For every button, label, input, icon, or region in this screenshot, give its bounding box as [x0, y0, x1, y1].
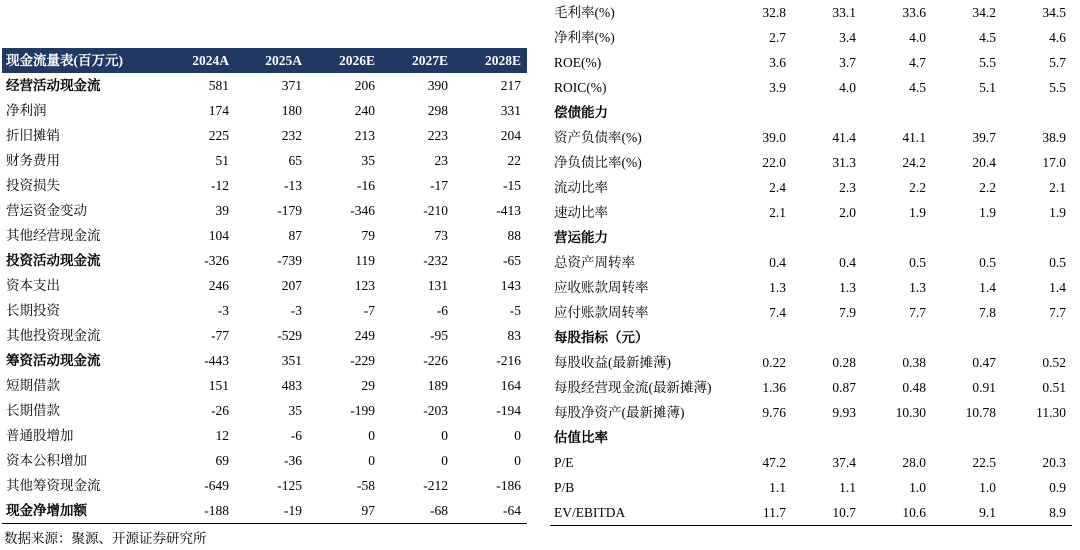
table-row — [2, 423, 527, 448]
row-label: 其他投资现金流 — [6, 328, 101, 343]
table-row — [550, 25, 1072, 50]
table-cell — [792, 100, 862, 125]
table-cell: 34.2 — [972, 5, 996, 20]
table-cell: 39 — [215, 203, 229, 218]
table-cell — [792, 225, 862, 250]
row-label: 普通股增加 — [6, 428, 74, 443]
table-cell: -203 — [423, 403, 448, 418]
row-label: 营运资金变动 — [6, 203, 87, 218]
table-cell: 38.9 — [1042, 130, 1066, 145]
table-cell: -16 — [357, 178, 375, 193]
table-cell: 1.9 — [979, 205, 996, 220]
table-row — [550, 275, 1072, 300]
table-header-row — [2, 48, 527, 73]
table-cell: 11.30 — [1036, 405, 1066, 420]
table-row — [550, 475, 1072, 500]
row-label: 净利润 — [6, 103, 47, 118]
source-note: 数据来源：聚源、开源证券研究所 — [4, 531, 207, 546]
table-cell — [1002, 225, 1072, 250]
table-cell: 87 — [288, 228, 302, 243]
row-label: 净负债比率(%) — [554, 155, 642, 170]
table-cell: 151 — [208, 378, 229, 393]
row-label: P/E — [554, 455, 574, 470]
table-cell: 204 — [500, 128, 521, 143]
table-cell: 2.1 — [1049, 180, 1066, 195]
table-cell — [862, 325, 932, 350]
table-cell: 1.9 — [1049, 205, 1066, 220]
table-cell: 1.0 — [979, 480, 996, 495]
table-row — [550, 375, 1072, 400]
table-row — [550, 125, 1072, 150]
table-cell: 4.0 — [909, 30, 926, 45]
table-cell: -739 — [277, 253, 302, 268]
header-year: 2025A — [235, 48, 308, 73]
table-cell: 97 — [308, 498, 381, 524]
table-cell — [722, 225, 792, 250]
table-cell: 34.5 — [1042, 5, 1066, 20]
table-cell: 1.4 — [979, 280, 996, 295]
table-cell: 223 — [427, 128, 448, 143]
table-cell: 0.38 — [902, 355, 926, 370]
row-label: 资本公积增加 — [6, 453, 87, 468]
table-cell — [932, 100, 1002, 125]
table-cell: 28.0 — [902, 455, 926, 470]
table-row — [2, 198, 527, 223]
table-cell — [1002, 325, 1072, 350]
table-cell: 371 — [281, 78, 302, 93]
table-cell: -194 — [496, 403, 521, 418]
table-cell: 39.0 — [762, 130, 786, 145]
row-label: 长期投资 — [6, 303, 60, 318]
table-cell: 65 — [288, 153, 302, 168]
table-cell: -65 — [503, 253, 521, 268]
table-cell: 123 — [354, 278, 375, 293]
table-cell: 9.1 — [932, 500, 1002, 526]
table-cell: 5.7 — [1049, 55, 1066, 70]
table-cell: -226 — [423, 353, 448, 368]
row-label: 其他筹资现金流 — [6, 478, 101, 493]
section-row — [2, 73, 527, 98]
table-cell: 51 — [215, 153, 229, 168]
row-label: 流动比率 — [554, 180, 608, 195]
table-cell: 104 — [208, 228, 229, 243]
table-cell: 37.4 — [832, 455, 856, 470]
row-label: ROE(%) — [554, 55, 602, 70]
table-cell: 0.48 — [902, 380, 926, 395]
table-cell: 351 — [281, 353, 302, 368]
table-cell: 20.4 — [972, 155, 996, 170]
table-row — [550, 400, 1072, 425]
row-label: 现金净增加额 — [2, 498, 162, 524]
table-cell: 8.9 — [1002, 500, 1072, 526]
table-cell: -17 — [430, 178, 448, 193]
header-year: 2024A — [162, 48, 235, 73]
table-cell: 246 — [208, 278, 229, 293]
table-cell: 0.4 — [839, 255, 856, 270]
table-cell: 180 — [281, 103, 302, 118]
table-cell: -12 — [211, 178, 229, 193]
table-cell: 88 — [507, 228, 521, 243]
table-cell: 1.3 — [839, 280, 856, 295]
header-year: 2027E — [381, 48, 454, 73]
row-label: P/B — [554, 480, 575, 495]
table-cell: 0.4 — [769, 255, 786, 270]
table-cell: -95 — [430, 328, 448, 343]
section-row — [2, 498, 527, 524]
table-cell: 4.6 — [1049, 30, 1066, 45]
table-cell: 217 — [500, 78, 521, 93]
table-cell: 39.7 — [972, 130, 996, 145]
row-label: 速动比率 — [554, 205, 608, 220]
table-cell — [722, 425, 792, 450]
table-cell: 0.5 — [979, 255, 996, 270]
table-cell: 41.1 — [902, 130, 926, 145]
table-cell: 0.28 — [832, 355, 856, 370]
table-cell: 7.8 — [979, 305, 996, 320]
row-label: 资本支出 — [6, 278, 60, 293]
table-cell: -3 — [217, 303, 229, 318]
table-cell: 35 — [288, 403, 302, 418]
table-cell: 11.7 — [722, 500, 792, 526]
table-row — [550, 75, 1072, 100]
table-row — [550, 300, 1072, 325]
table-cell — [932, 225, 1002, 250]
table-cell: 33.1 — [832, 5, 856, 20]
table-cell — [932, 425, 1002, 450]
table-cell: 22 — [507, 153, 521, 168]
table-cell: 232 — [281, 128, 302, 143]
table-cell: -443 — [204, 353, 229, 368]
table-row — [2, 473, 527, 498]
table-cell: -6 — [436, 303, 448, 318]
table-cell: 1.9 — [909, 205, 926, 220]
table-row — [2, 223, 527, 248]
table-row — [550, 350, 1072, 375]
table-cell: 1.3 — [909, 280, 926, 295]
table-cell — [722, 100, 792, 125]
table-cell: 4.7 — [909, 55, 926, 70]
row-label: 财务费用 — [6, 153, 60, 168]
table-cell: 249 — [354, 328, 375, 343]
cash-flow-table — [2, 48, 527, 524]
table-cell: -58 — [357, 478, 375, 493]
table-cell: 7.9 — [839, 305, 856, 320]
table-cell: -229 — [350, 353, 375, 368]
table-row — [550, 150, 1072, 175]
financial-ratios-table — [550, 0, 1072, 526]
table-cell: 0.51 — [1042, 380, 1066, 395]
table-cell: 17.0 — [1042, 155, 1066, 170]
row-label: 投资活动现金流 — [6, 253, 101, 268]
table-cell: 119 — [355, 253, 375, 268]
table-cell: 2.1 — [769, 205, 786, 220]
table-cell: -188 — [162, 498, 235, 524]
table-cell: 83 — [507, 328, 521, 343]
table-cell: 3.9 — [769, 80, 786, 95]
table-cell: 10.30 — [895, 405, 926, 420]
table-cell: 22.5 — [972, 455, 996, 470]
row-label: 毛利率(%) — [554, 5, 615, 20]
table-cell: 483 — [281, 378, 302, 393]
table-cell: 206 — [354, 78, 375, 93]
table-row — [550, 0, 1072, 25]
table-cell: -36 — [284, 453, 302, 468]
table-cell: 1.4 — [1049, 280, 1066, 295]
table-cell: 31.3 — [832, 155, 856, 170]
row-label: 每股指标（元） — [554, 330, 649, 345]
table-cell: 7.7 — [1049, 305, 1066, 320]
row-label: 短期借款 — [6, 378, 60, 393]
table-cell: 41.4 — [832, 130, 856, 145]
header-year: 2026E — [308, 48, 381, 73]
table-cell: 29 — [361, 378, 375, 393]
table-cell: -77 — [211, 328, 229, 343]
table-cell: -529 — [277, 328, 302, 343]
row-label: 估值比率 — [554, 430, 608, 445]
table-cell — [722, 325, 792, 350]
table-cell: -64 — [454, 498, 527, 524]
row-label: 其他经营现金流 — [6, 228, 101, 243]
table-row — [550, 50, 1072, 75]
row-label: 长期借款 — [6, 403, 60, 418]
table-cell: 213 — [354, 128, 375, 143]
table-cell: 0 — [441, 453, 448, 468]
table-cell: 7.7 — [909, 305, 926, 320]
table-cell: 10.6 — [862, 500, 932, 526]
table-cell: 12 — [215, 428, 229, 443]
table-cell: -13 — [284, 178, 302, 193]
table-cell: 0.52 — [1042, 355, 1066, 370]
table-cell — [792, 325, 862, 350]
table-row — [2, 98, 527, 123]
section-row — [550, 225, 1072, 250]
table-cell — [932, 325, 1002, 350]
table-cell: 0.47 — [972, 355, 996, 370]
table-cell: -212 — [423, 478, 448, 493]
section-row — [2, 248, 527, 273]
table-cell: 0 — [441, 428, 448, 443]
table-cell: -326 — [204, 253, 229, 268]
table-row — [2, 323, 527, 348]
table-cell: 225 — [208, 128, 229, 143]
table-cell: 9.93 — [832, 405, 856, 420]
table-cell: 1.1 — [839, 480, 856, 495]
table-cell: 0.9 — [1049, 480, 1066, 495]
section-row — [2, 348, 527, 373]
table-cell: -210 — [423, 203, 448, 218]
row-label: 总资产周转率 — [554, 255, 635, 270]
table-cell: 331 — [500, 103, 521, 118]
table-cell: -19 — [235, 498, 308, 524]
table-cell: 4.5 — [909, 80, 926, 95]
row-label: ROIC(%) — [554, 80, 607, 95]
table-cell: 5.5 — [979, 55, 996, 70]
table-cell: 0.5 — [1049, 255, 1066, 270]
table-cell: 3.4 — [839, 30, 856, 45]
table-cell: 189 — [427, 378, 448, 393]
table-cell: 35 — [361, 153, 375, 168]
table-cell: 5.1 — [979, 80, 996, 95]
table-cell: -232 — [423, 253, 448, 268]
table-cell: 4.5 — [979, 30, 996, 45]
table-cell: 0.91 — [972, 380, 996, 395]
table-cell: -3 — [290, 303, 302, 318]
table-row — [550, 175, 1072, 200]
table-cell: 10.7 — [792, 500, 862, 526]
table-cell: 10.78 — [965, 405, 996, 420]
table-cell: 22.0 — [762, 155, 786, 170]
table-cell: 581 — [208, 78, 229, 93]
table-row — [2, 273, 527, 298]
table-cell: 32.8 — [762, 5, 786, 20]
table-cell: -186 — [496, 478, 521, 493]
table-row — [2, 173, 527, 198]
table-cell: -7 — [363, 303, 375, 318]
table-cell: 0 — [514, 428, 521, 443]
table-cell: 2.0 — [839, 205, 856, 220]
table-cell: 23 — [434, 153, 448, 168]
row-label: 净利率(%) — [554, 30, 615, 45]
table-cell: 298 — [427, 103, 448, 118]
table-cell: 24.2 — [902, 155, 926, 170]
table-cell: 3.7 — [839, 55, 856, 70]
table-cell: 7.4 — [769, 305, 786, 320]
table-cell: 33.6 — [902, 5, 926, 20]
table-cell: -6 — [290, 428, 302, 443]
header-title: 现金流量表(百万元) — [2, 48, 162, 73]
section-row — [550, 425, 1072, 450]
row-label: 折旧摊销 — [6, 128, 60, 143]
table-cell: -413 — [496, 203, 521, 218]
table-row — [2, 398, 527, 423]
table-cell: -26 — [211, 403, 229, 418]
table-row — [550, 500, 1072, 526]
row-label: 经营活动现金流 — [6, 78, 101, 93]
row-label: 偿债能力 — [554, 105, 608, 120]
row-label: 营运能力 — [554, 230, 608, 245]
table-cell: -125 — [277, 478, 302, 493]
table-cell: 4.0 — [839, 80, 856, 95]
table-cell: 0.22 — [762, 355, 786, 370]
table-cell: 73 — [434, 228, 448, 243]
header-year: 2028E — [454, 48, 527, 73]
table-cell — [1002, 425, 1072, 450]
row-label: 应付账款周转率 — [554, 305, 649, 320]
table-cell: -68 — [381, 498, 454, 524]
table-cell: -179 — [277, 203, 302, 218]
table-cell: 9.76 — [762, 405, 786, 420]
table-cell — [862, 425, 932, 450]
table-cell: 1.1 — [769, 480, 786, 495]
table-cell: 1.36 — [762, 380, 786, 395]
table-cell: -15 — [503, 178, 521, 193]
table-cell: -199 — [350, 403, 375, 418]
table-row — [550, 450, 1072, 475]
table-cell — [1002, 100, 1072, 125]
table-cell: 174 — [208, 103, 229, 118]
section-row — [550, 325, 1072, 350]
table-cell: 2.4 — [769, 180, 786, 195]
row-label: 资产负债率(%) — [554, 130, 642, 145]
table-cell: 0 — [368, 453, 375, 468]
table-cell: 0 — [514, 453, 521, 468]
table-row — [2, 148, 527, 173]
table-row — [2, 123, 527, 148]
row-label: 投资损失 — [6, 178, 60, 193]
table-row — [550, 200, 1072, 225]
table-cell: 79 — [361, 228, 375, 243]
table-cell: 0.87 — [832, 380, 856, 395]
table-cell: 0.5 — [909, 255, 926, 270]
table-row — [2, 448, 527, 473]
section-row — [550, 100, 1072, 125]
table-cell: 390 — [427, 78, 448, 93]
row-label: 筹资活动现金流 — [6, 353, 101, 368]
table-cell — [862, 100, 932, 125]
table-cell: 69 — [215, 453, 229, 468]
table-row — [2, 373, 527, 398]
table-cell: 2.2 — [979, 180, 996, 195]
row-label: 每股净资产(最新摊薄) — [554, 405, 685, 420]
table-cell: 207 — [281, 278, 302, 293]
table-cell: 0 — [368, 428, 375, 443]
row-label: 应收账款周转率 — [554, 280, 649, 295]
table-cell: -649 — [204, 478, 229, 493]
table-cell: 240 — [354, 103, 375, 118]
table-cell: 2.7 — [769, 30, 786, 45]
table-cell: 1.0 — [909, 480, 926, 495]
table-cell: 2.2 — [909, 180, 926, 195]
row-label: EV/EBITDA — [550, 500, 722, 526]
table-cell: -216 — [496, 353, 521, 368]
table-cell: 2.3 — [839, 180, 856, 195]
table-cell: 20.3 — [1042, 455, 1066, 470]
table-cell: 1.3 — [769, 280, 786, 295]
table-cell: 131 — [427, 278, 448, 293]
row-label: 每股经营现金流(最新摊薄) — [554, 380, 712, 395]
table-cell: -5 — [509, 303, 521, 318]
table-cell — [862, 225, 932, 250]
table-row — [550, 250, 1072, 275]
table-cell: 164 — [500, 378, 521, 393]
table-cell: 47.2 — [762, 455, 786, 470]
row-label: 每股收益(最新摊薄) — [554, 355, 671, 370]
table-cell — [792, 425, 862, 450]
table-cell: 5.5 — [1049, 80, 1066, 95]
table-row — [2, 298, 527, 323]
table-cell: 143 — [500, 278, 521, 293]
table-cell: -346 — [350, 203, 375, 218]
table-cell: 3.6 — [769, 55, 786, 70]
